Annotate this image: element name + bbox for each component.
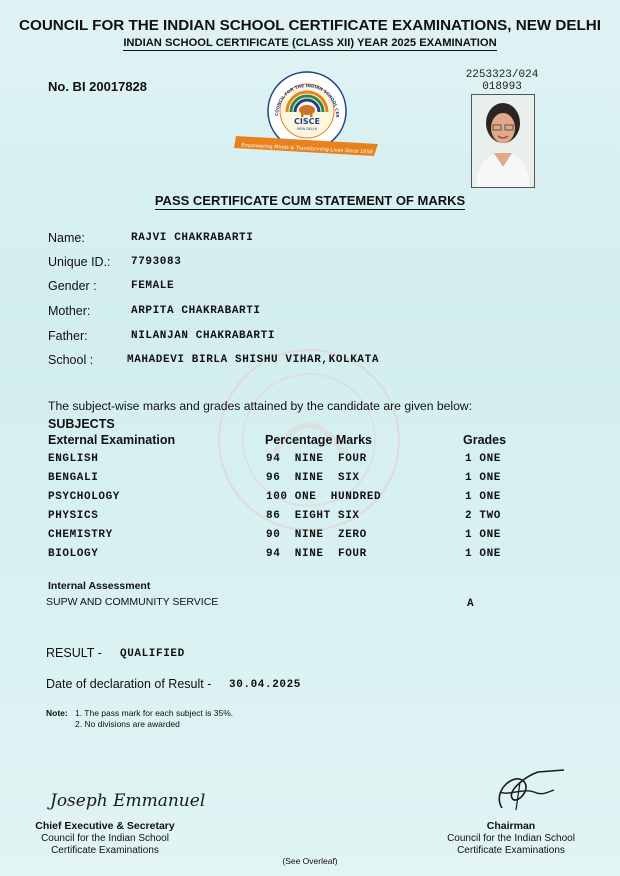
name-label: Name:: [48, 231, 85, 245]
chief-executive-title: Chief Executive & Secretary: [35, 820, 175, 832]
gender-value: FEMALE: [131, 280, 175, 292]
school-value: MAHADEVI BIRLA SHISHU VIHAR,KOLKATA: [127, 354, 380, 366]
subject-marks: 90 NINE ZERO: [266, 529, 367, 541]
subject-marks: 94 NINE FOUR: [266, 453, 367, 465]
subject-marks: 96 NINE SIX: [266, 472, 360, 484]
result-label: RESULT -: [46, 646, 102, 660]
grades-heading: Grades: [463, 433, 507, 447]
chairman-org: Certificate Examinations: [457, 845, 565, 856]
external-exam-heading: External Examination: [48, 433, 176, 447]
mother-value: ARPITA CHAKRABARTI: [131, 305, 261, 317]
subject-marks: 86 EIGHT SIX: [266, 510, 360, 522]
id-code: 2253323/024 018993: [465, 69, 539, 93]
table-row: [48, 453, 518, 467]
table-row: [48, 491, 518, 505]
candidate-photo: [471, 94, 535, 188]
subject-grade: 1 ONE: [465, 491, 502, 503]
unique-id-value: 7793083: [131, 256, 182, 268]
table-row: [48, 529, 518, 543]
name-value: RAJVI CHAKRABARTI: [131, 232, 254, 244]
chief-executive-org: Council for the Indian School: [41, 833, 169, 844]
father-label: Father:: [48, 329, 88, 343]
svg-text:Empowering Minds & Transformin: Empowering Minds & Transforming Lives Since 1958: [241, 142, 373, 156]
chief-executive-block: [16, 820, 194, 857]
internal-grade: A: [467, 598, 475, 610]
see-overleaf: (See Overleaf): [282, 856, 338, 866]
subject-marks: 100 ONE HUNDRED: [266, 491, 382, 503]
gender-label: Gender :: [48, 279, 97, 293]
internal-subject: SUPW AND COMMUNITY SERVICE: [46, 596, 219, 608]
subject-name: PHYSICS: [48, 510, 99, 522]
note-item: 1. The pass mark for each subject is 35%.: [75, 708, 234, 718]
subject-marks: 94 NINE FOUR: [266, 548, 367, 560]
mother-label: Mother:: [48, 304, 91, 318]
svg-text:Joseph Emmanuel: Joseph Emmanuel: [50, 791, 206, 811]
subject-name: PSYCHOLOGY: [48, 491, 121, 503]
chairman-org: Council for the Indian School: [447, 833, 575, 844]
svg-text:CISCE: CISCE: [294, 117, 320, 126]
chairman-title: Chairman: [486, 820, 536, 832]
table-row: [48, 510, 518, 524]
subject-name: ENGLISH: [48, 453, 99, 465]
father-value: NILANJAN CHAKRABARTI: [131, 330, 276, 342]
subject-grade: 2 TWO: [465, 510, 502, 522]
council-heading: COUNCIL FOR THE INDIAN SCHOOL CERTIFICATE EXAMINATIONS, NEW DELHI: [19, 17, 601, 34]
chairman-block: [422, 820, 600, 857]
exam-heading: INDIAN SCHOOL CERTIFICATE (CLASS XII) YEAR 2025 EXAMINATION: [123, 37, 497, 49]
certificate-number: No. BI 20017828: [48, 79, 148, 94]
table-row: [48, 548, 518, 562]
subject-grade: 1 ONE: [465, 529, 502, 541]
chief-executive-org: Certificate Examinations: [51, 845, 159, 856]
svg-text:COUNCIL FOR THE INDIAN SCHOOL: COUNCIL FOR THE INDIAN SCHOOL CER: [273, 82, 341, 118]
cisce-logo: [232, 66, 382, 162]
subject-grade: 1 ONE: [465, 548, 502, 560]
note-item: 2. No divisions are awarded: [75, 719, 180, 729]
subject-name: BIOLOGY: [48, 548, 99, 560]
result-value: QUALIFIED: [120, 648, 185, 660]
notes: [46, 708, 234, 729]
subject-name: BENGALI: [48, 472, 99, 484]
svg-text:NEW DELHI: NEW DELHI: [297, 127, 317, 131]
declaration-date: 30.04.2025: [229, 679, 302, 691]
chairman-signature: [482, 762, 572, 818]
chief-executive-signature: [46, 780, 206, 818]
school-label: School :: [48, 353, 94, 367]
percentage-marks-heading: Percentage Marks: [265, 433, 373, 447]
internal-assessment-heading: Internal Assessment: [48, 580, 151, 592]
subjects-heading: SUBJECTS: [48, 417, 115, 431]
declaration-label: Date of declaration of Result -: [46, 677, 212, 691]
subject-name: CHEMISTRY: [48, 529, 113, 541]
unique-id-label: Unique ID.:: [48, 255, 111, 269]
marks-intro: The subject-wise marks and grades attained by the candidate are given below:: [48, 399, 473, 413]
table-row: [48, 472, 518, 486]
subject-grade: 1 ONE: [465, 453, 502, 465]
subject-grade: 1 ONE: [465, 472, 502, 484]
certificate-title: PASS CERTIFICATE CUM STATEMENT OF MARKS: [154, 193, 466, 208]
note-label: Note:: [46, 708, 68, 718]
